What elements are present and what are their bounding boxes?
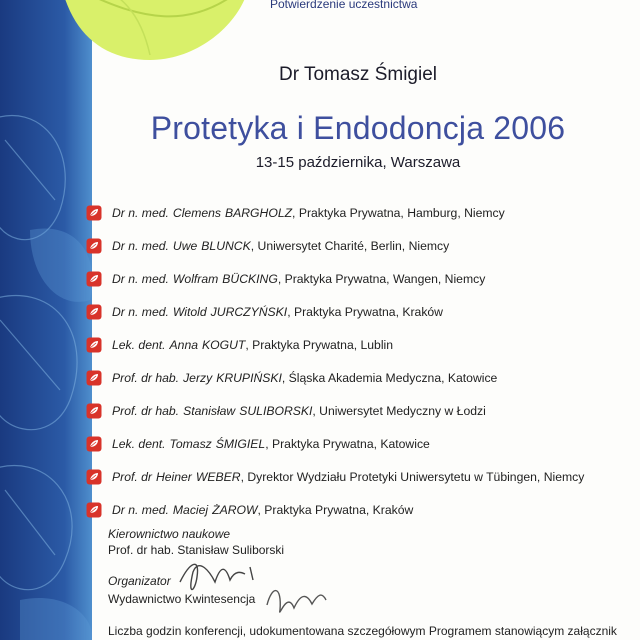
- leaf-bullet-icon: [86, 403, 102, 419]
- speaker-surname: BARGHOLZ: [225, 205, 293, 220]
- scientific-management-label: Kierownictwo naukowe: [108, 527, 231, 541]
- speaker-affiliation: , Praktyka Prywatna, Kraków: [287, 304, 443, 319]
- speaker-given-name: Jerzy: [183, 370, 213, 385]
- speaker-given-name: Uwe: [172, 238, 198, 253]
- speaker-item: [86, 295, 636, 328]
- speaker-academic-title: Dr n. med.: [112, 304, 169, 319]
- speaker-affiliation: , Praktyka Prywatna, Kraków: [257, 502, 414, 517]
- speaker-academic-title: Lek. dent.: [112, 337, 166, 352]
- speaker-affiliation: , Uniwersytet Charité, Berlin, Niemcy: [250, 238, 450, 253]
- speaker-surname: WEBER: [195, 469, 241, 484]
- conference-hours-note: Liczba godzin konferencji, udokumentowana szczegółowym Programem stanowiącym załącznik: [108, 624, 617, 638]
- speaker-item: [86, 262, 636, 295]
- speaker-academic-title: Prof. dr: [112, 469, 152, 484]
- leaf-bullet-icon: [86, 304, 102, 320]
- leaf-bullet-icon: [86, 370, 102, 386]
- speaker-list: [86, 196, 636, 526]
- speaker-academic-title: Prof. dr hab.: [112, 403, 180, 418]
- speaker-academic-title: Dr n. med.: [112, 271, 169, 286]
- leaf-bullet-icon: [86, 436, 102, 452]
- speaker-surname: JURCZYŃSKI: [210, 304, 288, 319]
- speaker-surname: SULIBORSKI: [239, 403, 313, 418]
- event-title: Protetyka i Endodoncja 2006: [150, 110, 566, 146]
- speaker-affiliation: , Praktyka Prywatna, Wangen, Niemcy: [277, 271, 486, 286]
- event-date-place: 13-15 października, Warszawa: [255, 154, 461, 171]
- speaker-item: [86, 427, 636, 460]
- speaker-given-name: Anna: [169, 337, 198, 352]
- speaker-item: [86, 196, 636, 229]
- speaker-given-name: Maciej: [172, 502, 209, 517]
- speaker-given-name: Wolfram: [172, 271, 219, 286]
- speaker-affiliation: , Uniwersytet Medyczny w Łodzi: [312, 403, 486, 418]
- speaker-surname: BÜCKING: [222, 271, 278, 286]
- organizer-name: Wydawnictwo Kwintesencja: [108, 592, 256, 606]
- scientific-management-person: Prof. dr hab. Stanisław Suliborski: [108, 543, 285, 557]
- speaker-academic-title: Dr n. med.: [112, 238, 169, 253]
- speaker-surname: KRUPIŃSKI: [216, 370, 282, 385]
- speaker-academic-title: Lek. dent.: [112, 436, 166, 451]
- speaker-given-name: Tomasz: [169, 436, 212, 451]
- participant-name: Dr Tomasz Śmigiel: [278, 64, 438, 85]
- speaker-affiliation: , Praktyka Prywatna, Hamburg, Niemcy: [292, 205, 505, 220]
- signature-organizer: [262, 580, 332, 625]
- speaker-given-name: Heiner: [155, 469, 192, 484]
- speaker-given-name: Clemens: [172, 205, 221, 220]
- leaf-bullet-icon: [86, 469, 102, 485]
- speaker-item: [86, 460, 636, 493]
- speaker-item: [86, 493, 636, 526]
- decorative-leaf-band: [0, 0, 92, 640]
- speaker-surname: ŚMIGIEL: [215, 436, 266, 451]
- speaker-surname: ŻAROW: [212, 502, 258, 517]
- speaker-academic-title: Dr n. med.: [112, 502, 169, 517]
- speaker-item: [86, 229, 636, 262]
- organizer-label: Organizator: [108, 574, 171, 588]
- speaker-affiliation: , Śląska Akademia Medyczna, Katowice: [281, 370, 498, 385]
- speaker-item: [86, 328, 636, 361]
- speaker-affiliation: , Praktyka Prywatna, Lublin: [245, 337, 394, 352]
- leaf-bullet-icon: [86, 205, 102, 221]
- leaf-bullet-icon: [86, 502, 102, 518]
- document-type-label: Potwierdzenie uczestnictwa: [270, 0, 418, 11]
- speaker-surname: KOGUT: [202, 337, 246, 352]
- speaker-surname: BLUNCK: [201, 238, 251, 253]
- speaker-given-name: Witold: [172, 304, 207, 319]
- speaker-given-name: Stanisław: [183, 403, 236, 418]
- speaker-academic-title: Dr n. med.: [112, 205, 169, 220]
- speaker-affiliation: , Dyrektor Wydziału Protetyki Uniwersytetu w Tübingen, Niemcy: [240, 469, 585, 484]
- leaf-bullet-icon: [86, 238, 102, 254]
- speaker-affiliation: , Praktyka Prywatna, Katowice: [265, 436, 430, 451]
- leaf-bullet-icon: [86, 337, 102, 353]
- leaf-bullet-icon: [86, 271, 102, 287]
- speaker-item: [86, 361, 636, 394]
- speaker-item: [86, 394, 636, 427]
- speaker-academic-title: Prof. dr hab.: [112, 370, 180, 385]
